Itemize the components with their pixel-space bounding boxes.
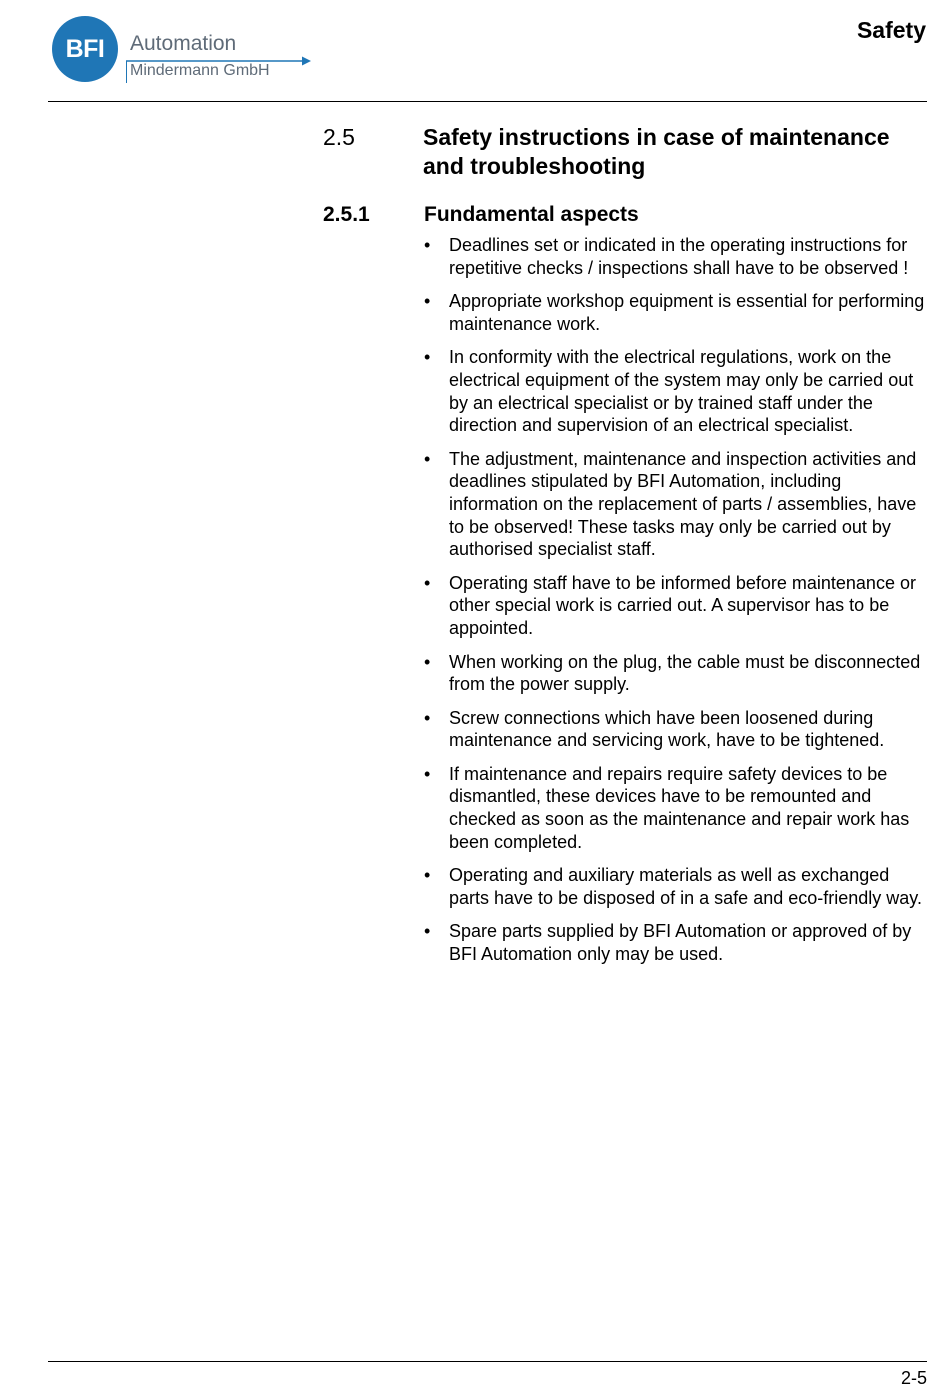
- bullet-icon: •: [424, 707, 431, 728]
- logo-company-name: Automation: [130, 32, 237, 55]
- bullet-icon: •: [424, 763, 431, 784]
- list-item: [423, 290, 928, 335]
- logo-company-subname: Mindermann GmbH: [130, 62, 270, 79]
- footer-divider: [48, 1361, 927, 1362]
- bullet-icon: •: [424, 235, 431, 255]
- list-item: [423, 920, 928, 965]
- header-section-title: Safety: [856, 17, 926, 43]
- logo-circle: [52, 16, 118, 82]
- company-logo: [52, 16, 312, 86]
- list-item: [423, 864, 928, 909]
- list-item-text: Appropriate workshop equipment is essential for performing maintenance work.: [449, 291, 925, 334]
- instruction-list: [423, 234, 928, 977]
- bullet-icon: •: [424, 347, 431, 368]
- list-item-text: Screw connections which have been loosened during maintenance and servicing work, have to be tightened.: [449, 707, 885, 751]
- list-item-text: In conformity with the electrical regulations, work on the electrical equipment of the system may only be carried out by an electrical specialist or by trained staff under the direction and supervision of an electrical specialist.: [449, 347, 914, 436]
- list-item-text: Operating and auxiliary materials as well as exchanged parts have to be disposed of in a safe and eco-friendly way.: [449, 865, 922, 908]
- list-item: [423, 572, 928, 640]
- section-title: Safety instructions in case of maintenance and troubleshooting: [423, 124, 890, 179]
- list-item-text: If maintenance and repairs require safety devices to be dismantled, these devices have to be remounted and checked as soon as the maintenance and repair work has been completed.: [449, 763, 910, 852]
- bullet-icon: •: [424, 448, 431, 469]
- bullet-icon: •: [424, 865, 431, 886]
- list-item-text: The adjustment, maintenance and inspection activities and deadlines stipulated by BFI Automation, including information on the replacement of parts / assemblies, have to be observed! These tasks may only be carried out by authorised specialist staff.: [449, 448, 917, 560]
- subsection-title: Fundamental aspects: [424, 203, 639, 226]
- bullet-icon: •: [424, 651, 431, 672]
- list-item: [423, 707, 928, 752]
- logo-divider: [126, 61, 127, 83]
- section-number: 2.5: [323, 124, 355, 150]
- page-number: 2-5: [900, 1368, 927, 1388]
- list-item: [423, 346, 928, 436]
- list-item: [423, 651, 928, 696]
- header-divider: [48, 101, 927, 102]
- bullet-icon: •: [424, 291, 431, 312]
- list-item: [423, 763, 928, 853]
- subsection-number: 2.5.1: [323, 203, 370, 226]
- list-item-text: Operating staff have to be informed before maintenance or other special work is carried out. A supervisor has to be appointed.: [449, 572, 916, 638]
- logo-mark: BFI: [65, 35, 105, 63]
- bullet-icon: •: [424, 572, 431, 593]
- list-item-text: Deadlines set or indicated in the operating instructions for repetitive checks / inspections shall have to be observed !: [449, 235, 909, 278]
- list-item-text: When working on the plug, the cable must be disconnected from the power supply.: [449, 651, 921, 695]
- list-item: [423, 234, 928, 279]
- list-item-text: Spare parts supplied by BFI Automation or approved of by BFI Automation only may be used.: [449, 921, 912, 965]
- bullet-icon: •: [424, 921, 431, 942]
- list-item: [423, 448, 928, 561]
